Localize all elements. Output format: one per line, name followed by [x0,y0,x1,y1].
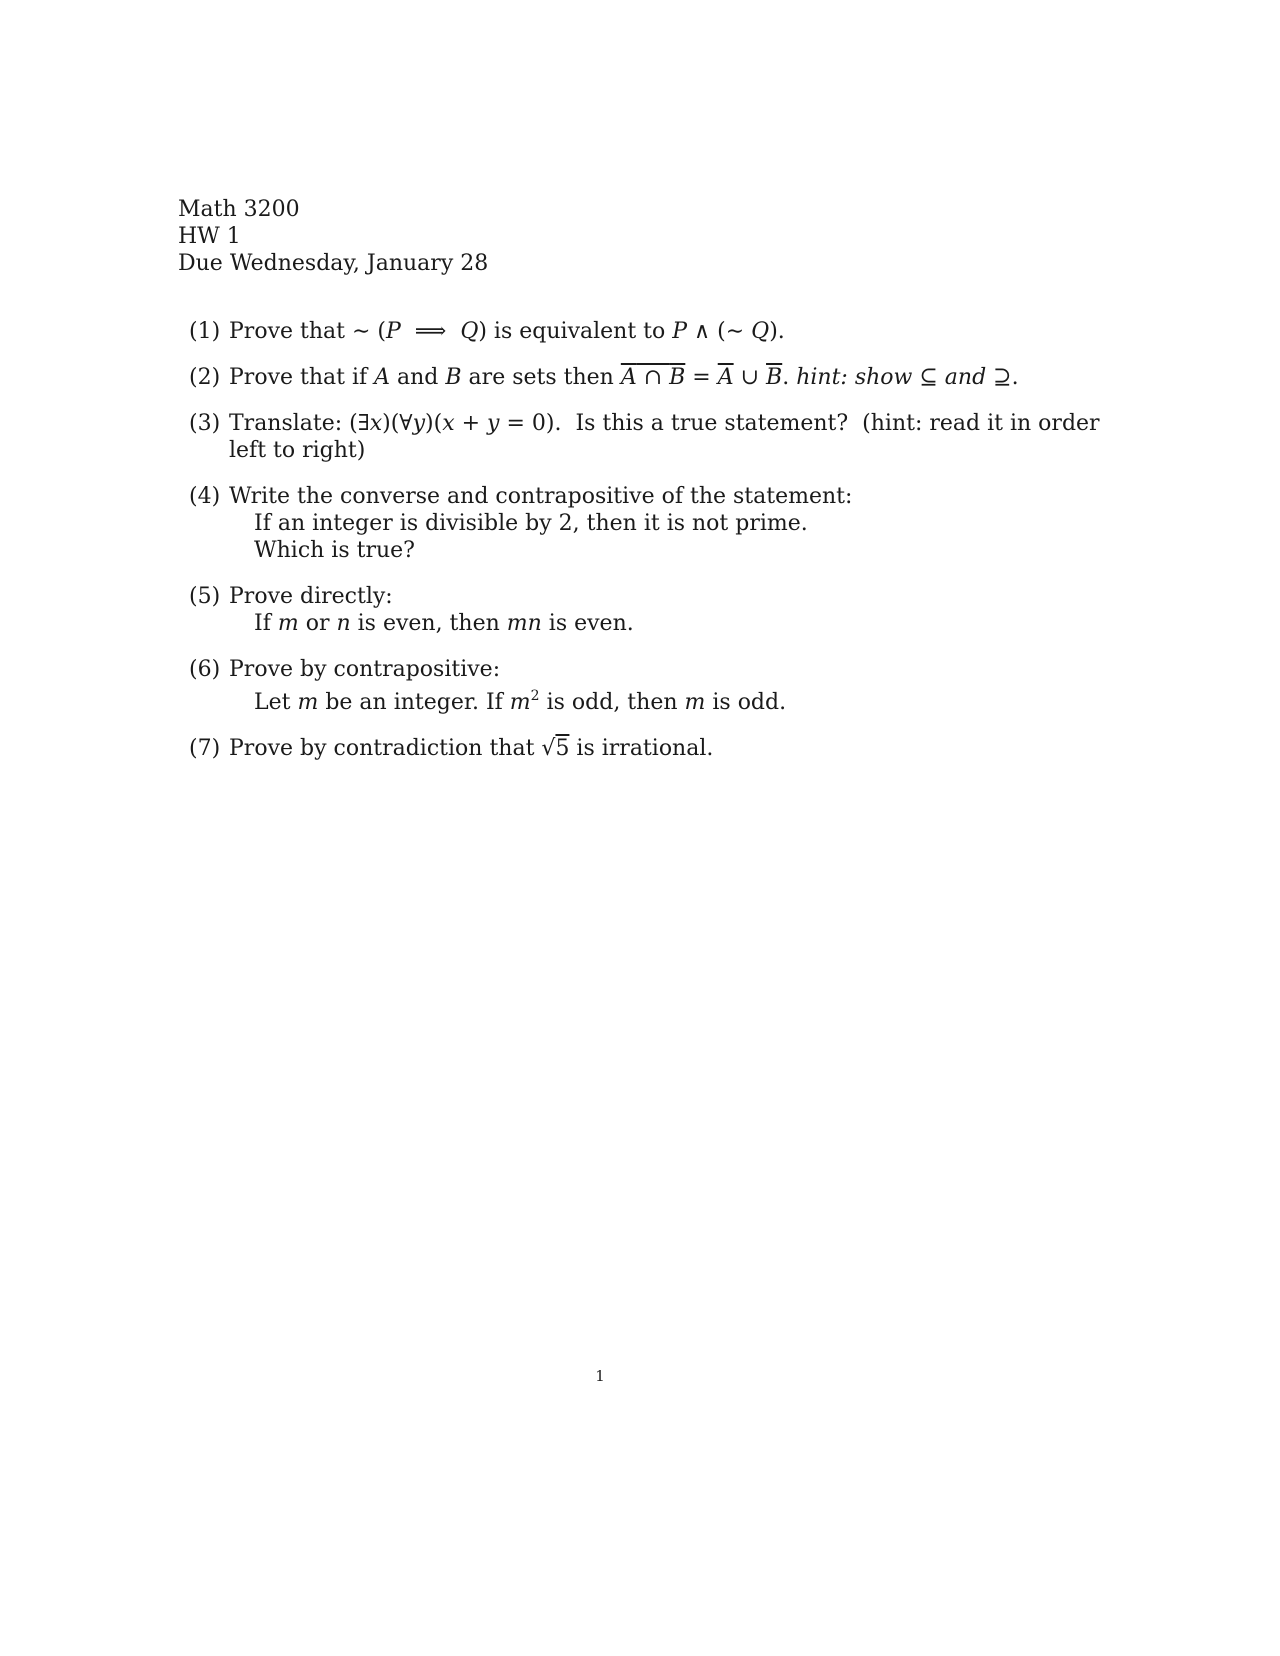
problem-number: (1) [189,319,221,344]
due-date: Due Wednesday, January 28 [178,251,489,276]
problem-line: Prove by contradiction that √5 is irrational. [229,736,714,761]
problem-item [189,656,1069,716]
problem-item [189,410,1100,464]
problem-item [189,318,1069,345]
page-number: 1 [595,1367,605,1385]
header-block [178,196,488,277]
problem-line: Prove that ∼ (P ⟹ Q) is equivalent to P ∧ (∼ Q). [229,319,785,344]
problem-list [189,318,1100,781]
problem-item [189,583,1069,637]
course-title: Math 3200 [178,197,300,222]
problem-line: Prove that if A and B are sets then A ∩ $B = \overline{A}$ ∪ $\overline{B}$. hint: show ⊆ and ⊇. [229,365,1019,390]
problem-number: (4) [189,484,221,509]
problem-number: (5) [189,584,221,609]
problem-line: left to right) [229,438,366,463]
problem-item [189,735,1069,762]
problem-statement: If an integer is divisible by 2, then it is not prime. [254,511,808,536]
problem-statement: Which is true? [254,538,415,563]
problem-number: (2) [189,365,221,390]
problem-number: (7) [189,736,221,761]
problem-line: Write the converse and contrapositive of the statement: [229,484,853,509]
problem-number: (6) [189,657,221,682]
problem-statement: If m or n is even, then mn is even. [254,611,634,636]
problem-item [189,483,1069,564]
problem-item [189,364,1069,391]
problem-line: Prove directly: [229,584,393,609]
assignment-title: HW 1 [178,224,241,249]
problem-number: (3) [189,411,221,436]
problem-line: Prove by contrapositive: [229,657,501,682]
problem-statement: Let m be an integer. If $m^2$ is odd, then m is odd. [254,688,787,715]
problem-line: Translate: (∃x)(∀y)(x + y = 0). Is this a true statement? (hint: read it in order [229,411,1100,436]
